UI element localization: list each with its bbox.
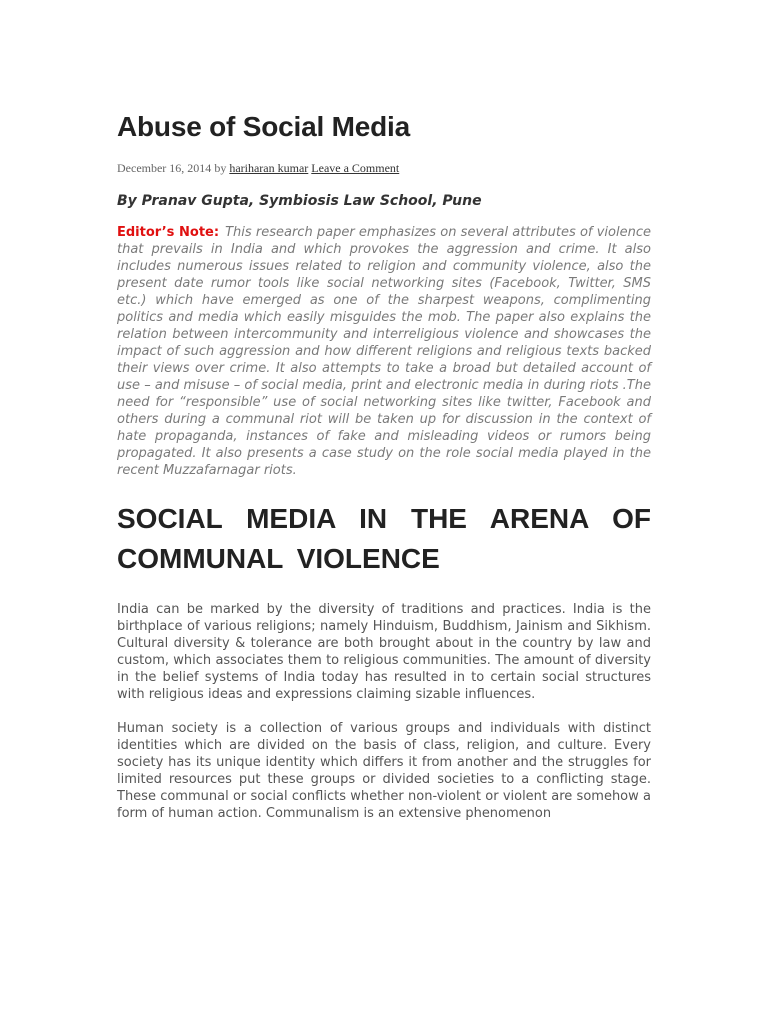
section-heading: SOCIAL MEDIA IN THE ARENA OF COMMUNAL VIOLENCE xyxy=(117,503,651,574)
editor-note-label: Editor’s Note: xyxy=(117,225,220,240)
author-link[interactable]: hariharan kumar xyxy=(229,161,309,175)
post-meta xyxy=(117,160,651,176)
post-date: December 16, 2014 xyxy=(117,161,212,175)
article-title: Abuse of Social Media xyxy=(117,111,410,142)
byline: By Pranav Gupta, Symbiosis Law School, Pune xyxy=(117,193,482,209)
body-paragraph: India can be marked by the diversity of traditions and practices. India is the birthplace of various religions; namely Hinduism, Buddhism, Jainism and Sikhism. Cultural diversity & tolerance are both brought about in the country by law and custom, which associates them to religious communities. The amount of diversity in the belief systems of India today has resulted in to certain social structures with religious ideas and expressions claiming sizable influences. xyxy=(117,602,651,702)
editor-note-text: This research paper emphasizes on several attributes of violence that prevails in India and which provokes the aggression and crime. It also includes numerous issues related to religion and community violence, also the present date rumor tools like social networking sites (Facebook, Twitter, SMS etc.) which have emerged as one of the sharpest weapons, complimenting politics and media which easily misguides the mob. The paper also explains the relation between intercommunity and interreligious violence and showcases the impact of such aggression and how different religions and religious texts backed their views over crime. It also attempts to take a broad but detailed account of use – and misuse – of social media, print and electronic media in during riots .The need for “responsible” use of social networking sites like twitter, Facebook and others during a communal riot will be taken up for discussion in the context of hate propaganda, instances of fake and misleading videos or rumors being propagated. It also presents a case study on the role social media played in the recent Muzzafarnagar riots. xyxy=(117,225,651,478)
editor-note xyxy=(117,224,651,479)
body-paragraph: Human society is a collection of various groups and individuals with distinct identities which are divided on the basis of class, religion, and culture. Every society has its unique identity which differs it from another and the struggles for limited resources put these groups or divided societies to a conflicting stage. These communal or social conflicts whether non-violent or violent are somehow a form of human action. Communalism is an extensive phenomenon xyxy=(117,721,651,821)
leave-comment-link[interactable]: Leave a Comment xyxy=(311,161,400,175)
article xyxy=(117,108,651,822)
post-by-text: by xyxy=(211,161,230,175)
